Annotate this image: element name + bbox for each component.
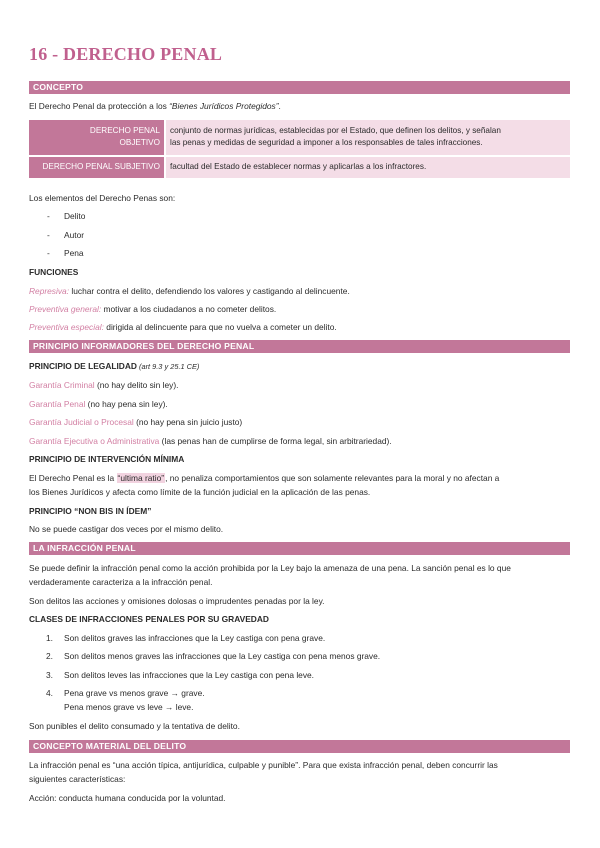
punibles: Son punibles el delito consumado y la tentativa de delito. (29, 721, 240, 731)
funcion-represiva: Represiva: luchar contra el delito, defendiendo los valores y castigando al delincuente. (29, 286, 350, 296)
ultima-ratio-highlight: “ultima ratio” (117, 473, 165, 483)
table-label-objetivo: DERECHO PENAL OBJETIVO (29, 120, 164, 155)
son-delitos: Son delitos las acciones y omisiones dolosas o imprudentes penadas por la ley. (29, 596, 325, 606)
list-bullet: - (47, 230, 50, 240)
section-header-material: CONCEPTO MATERIAL DEL DELITO (29, 740, 570, 753)
infraccion-def-line-1: Se puede definir la infracción penal como la acción prohibida por la Ley bajo la amenaza de una pena. La sanción penal es lo que (29, 563, 511, 573)
minima-line-1: El Derecho Penal es la “ultima ratio”, no penaliza comportamientos que son solamente relevantes para la moral y no afectan a (29, 473, 500, 483)
section-header-infraccion: LA INFRACCIÓN PENAL (29, 542, 570, 555)
nonbis-text: No se puede castigar dos veces por el mismo delito. (29, 524, 224, 534)
garantia-penal: Garantía Penal (no hay pena sin ley). (29, 399, 168, 409)
clase-comparacion-2: Pena menos grave vs leve → leve. (64, 702, 194, 712)
list-bullet: - (47, 248, 50, 258)
funcion-preventiva-general: Preventiva general: motivar a los ciudadanos a no cometer delitos. (29, 304, 277, 314)
garantia-judicial: Garantía Judicial o Procesal (no hay pena sin juicio justo) (29, 417, 243, 427)
list-bullet: - (47, 211, 50, 221)
page-title: 16 - DERECHO PENAL (29, 44, 223, 64)
list-number: 3. (46, 670, 53, 680)
infraccion-def-line-2: verdaderamente caracteriza a la infracción penal. (29, 577, 213, 587)
garantia-ejecutiva: Garantía Ejecutiva o Administrativa (las penas han de cumplirse de forma legal, sin arbitrariedad). (29, 436, 392, 446)
clase-comparacion-1: Pena grave vs menos grave → grave. (64, 688, 205, 698)
table-value-objetivo: conjunto de normas jurídicas, establecidas por el Estado, que definen los delitos, y señalan las penas y medidas de seguridad a imponer a los responsables de tales infracciones. (166, 120, 570, 155)
funcion-preventiva-especial: Preventiva especial: dirigida al delincuente para que no vuelva a cometer un delito. (29, 322, 337, 332)
garantia-criminal: Garantía Criminal (no hay delito sin ley). (29, 380, 179, 390)
table-value-subjetivo: facultad del Estado de establecer normas y aplicarlas a los infractores. (166, 157, 570, 178)
material-line-2: siguientes características: (29, 774, 126, 784)
table-label-subjetivo: DERECHO PENAL SUBJETIVO (29, 157, 164, 178)
list-item-autor: Autor (64, 230, 85, 240)
elements-intro: Los elementos del Derecho Penas son: (29, 193, 176, 203)
table-row-objetivo (29, 120, 570, 155)
material-line-1: La infracción penal es “una acción típica, antijurídica, culpable y punible”. Para que exista infracción penal, deben concurrir las (29, 760, 498, 770)
clase-leves: Son delitos leves las infracciones que la Ley castiga con pena leve. (64, 670, 315, 680)
list-item-pena: Pena (64, 248, 84, 258)
section-header-concepto: CONCEPTO (29, 81, 570, 94)
accion-definition: Acción: conducta humana conducida por la voluntad. (29, 793, 226, 803)
concepto-intro: El Derecho Penal da protección a los “Bienes Jurídicos Protegidos”. (29, 101, 281, 111)
list-number: 1. (46, 633, 53, 643)
minima-line-2: los Bienes Jurídicos y afecta como límite de la función judicial en la aplicación de las penas. (29, 487, 371, 497)
section-header-principio: PRINCIPIO INFORMADORES DEL DERECHO PENAL (29, 340, 570, 353)
clase-menos-graves: Son delitos menos graves las infracciones que la Ley castiga con pena menos grave. (64, 651, 381, 661)
list-number: 4. (46, 688, 53, 698)
list-item-delito: Delito (64, 211, 86, 221)
list-number: 2. (46, 651, 53, 661)
table-row-subjetivo (29, 157, 570, 178)
bienes-juridicos-emphasis: “Bienes Jurídicos Protegidos” (169, 101, 279, 111)
legalidad-heading: PRINCIPIO DE LEGALIDAD (art 9.3 y 25.1 CE) (29, 361, 200, 371)
clases-heading: CLASES DE INFRACCIONES PENALES POR SU GRAVEDAD (29, 614, 269, 624)
funciones-heading: FUNCIONES (29, 267, 79, 277)
nonbis-heading: PRINCIPIO “NON BIS IN ÍDEM” (29, 506, 152, 516)
minima-heading: PRINCIPIO DE INTERVENCIÓN MÍNIMA (29, 454, 185, 464)
clase-graves: Son delitos graves las infracciones que la Ley castiga con pena grave. (64, 633, 326, 643)
